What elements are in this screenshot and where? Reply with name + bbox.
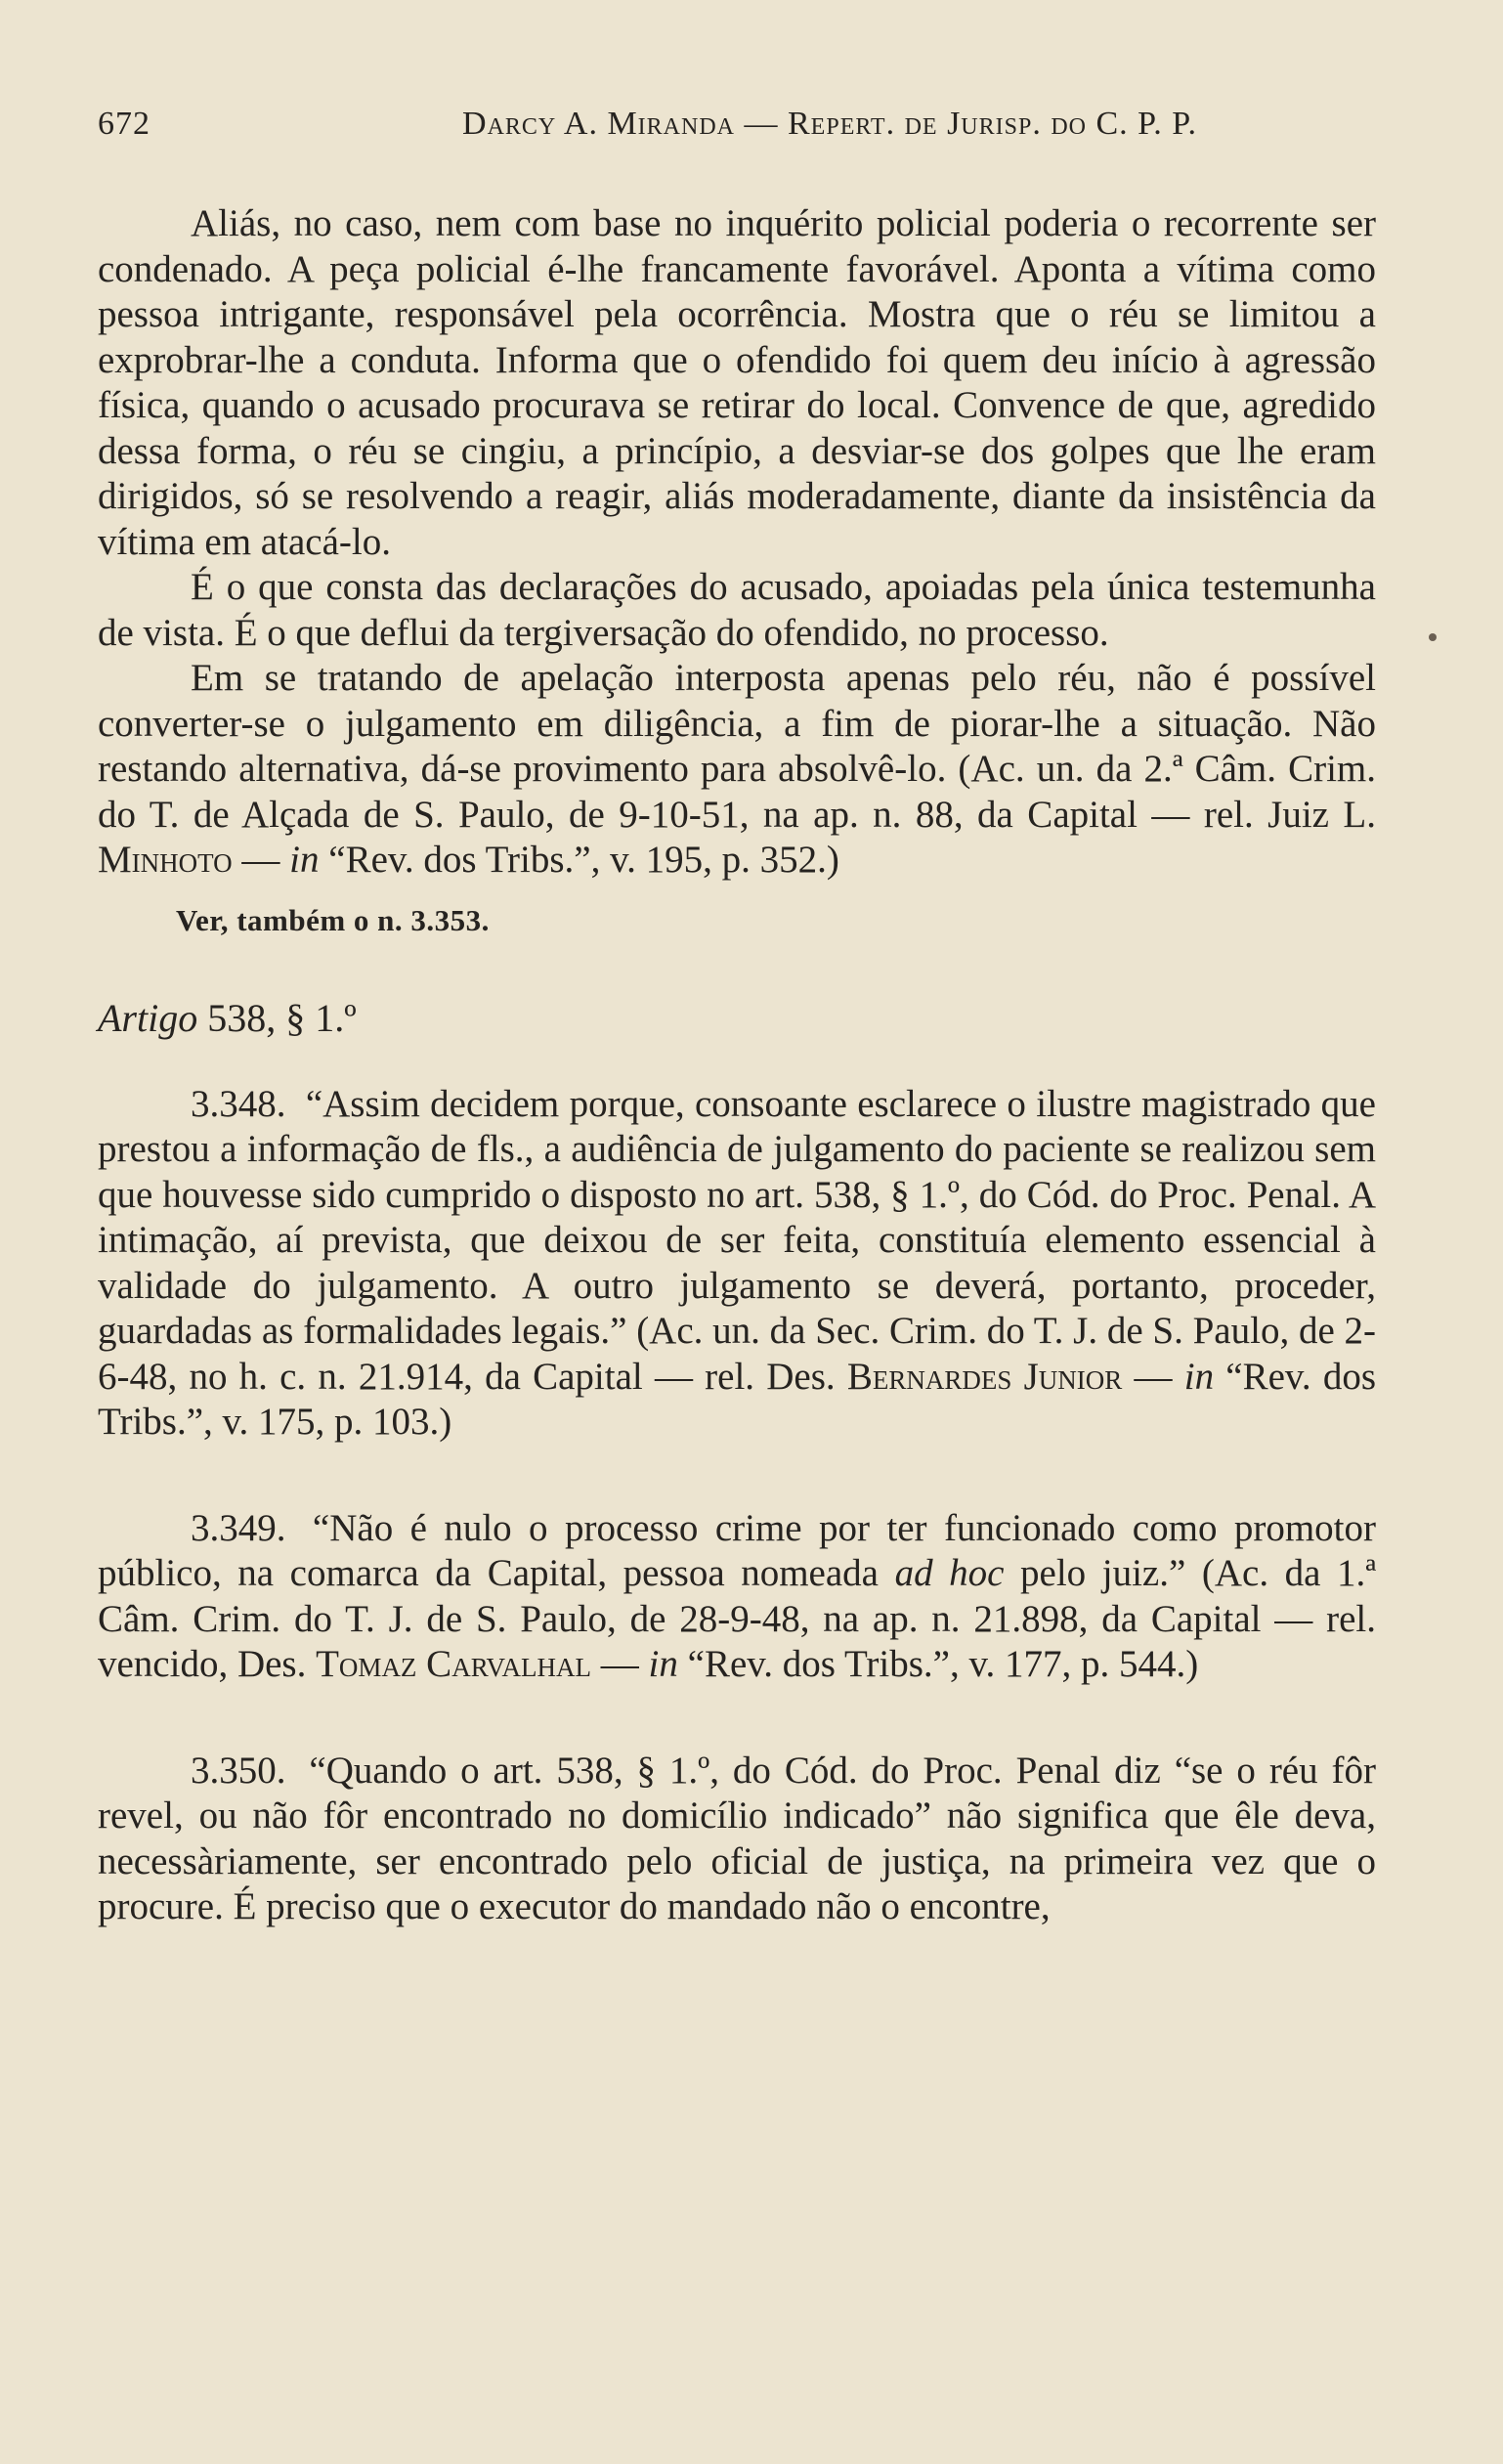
entry-number: 3.350.: [191, 1749, 286, 1792]
entry-text-a: “Não é nulo o processo crime por ter funcionado como promotor público, na comarca da Capital, pessoa nomeada: [98, 1506, 1376, 1594]
dash: —: [1122, 1355, 1184, 1398]
paragraph-3-text: Em se tratando de apelação interposta apenas pelo réu, não é possível converter-se o julgamento em diligência, a fim de piorar-lhe a situação. Não restando alternativa, dá-se provimento para absolvê-lo. (Ac. un. da 2.ª Câm. Crim. do T. de Alçada de S. Paulo, de 9-10-51, na ap. n. 88, da Capital — rel. Juiz L.: [98, 657, 1376, 836]
margin-mark: [1429, 633, 1437, 641]
see-also-note: Ver, também o n. 3.353.: [176, 902, 490, 937]
citation: “Rev. dos Tribs.”, v. 177, p. 544.): [677, 1643, 1199, 1685]
entry-number: 3.348.: [191, 1082, 286, 1125]
dash: —: [232, 839, 290, 881]
entry-text: “Assim decidem porque, consoante esclarece o ilustre magistrado que prestou a informação de fls., a audiência de julgamento do paciente se realizou sem que houvesse sido cumprido o disposto no art. 538, § 1.º, do Cód. do Proc. Penal. A intimação, aí prevista, que deixou de ser feita, constituía elemento essencial à validade do julgamento. A outro julgamento se deverá, portanto, proceder, guardadas as formalidades legais.” (Ac. un. da Sec. Crim. do T. J. de S. Paulo, de 2-6-48, no h. c. n. 21.914, da Capital — rel. Des.: [98, 1082, 1376, 1398]
judge-name: Minhoto: [98, 839, 233, 881]
entry-3349: [98, 1506, 1376, 1688]
section-heading: [98, 995, 1376, 1041]
section-heading-ref: 538, § 1.º: [207, 995, 357, 1040]
entry-text-b: pelo juiz.” (Ac. da 1.ª Câm. Crim. do T. J. de S. Paulo, de 28-9-48, na ap. n. 21.898, da Capital — rel. vencido, Des.: [98, 1552, 1377, 1685]
page-header: [98, 106, 1376, 143]
page-number: 672: [98, 106, 150, 142]
citation: “Rev. dos Tribs.”, v. 195, p. 352.): [319, 839, 839, 881]
section-heading-word: Artigo: [98, 995, 198, 1040]
judge-name: Tomaz Carvalhal: [316, 1643, 592, 1685]
entry-text: “Quando o art. 538, § 1.º, do Cód. do Proc. Penal diz “se o réu fôr revel, ou não fôr encontrado no domicílio indicado” não significa que êle deva, necessàriamente, ser encontrado pelo oficial de justiça, na primeira vez que o procure. É preciso que o executor do mandado não o encontre,: [98, 1749, 1377, 1927]
judge-name: Bernardes Junior: [846, 1355, 1123, 1398]
dash: —: [591, 1643, 649, 1685]
paragraph-3: [98, 656, 1376, 884]
paragraph-2: É o que consta das declarações do acusado, apoiadas pela única testemunha de vista. É o que deflui da tergiversação do ofendido, no processo.: [98, 566, 1376, 654]
entry-3350: [98, 1749, 1376, 1930]
entry-3348: [98, 1082, 1376, 1446]
in-word: in: [1183, 1355, 1215, 1398]
in-word: in: [648, 1643, 678, 1685]
entry-number: 3.349.: [191, 1506, 286, 1549]
running-head: Darcy A. Miranda — Repert. de Jurisp. do C. P. P.: [462, 106, 1197, 142]
ad-hoc-phrase: ad hoc: [894, 1552, 1005, 1594]
in-word: in: [289, 839, 320, 881]
citation: “Rev. dos Tribs.”, v. 175, p. 103.): [98, 1355, 1377, 1443]
paragraph-1: Aliás, no caso, nem com base no inquérito policial poderia o recorrente ser condenado. A peça policial é-lhe francamente favorável. Aponta a vítima como pessoa intrigante, responsável pela ocorrência. Mostra que o réu se limitou a exprobrar-lhe a conduta. Informa que o ofendido foi quem deu início à agressão física, quando o acusado procurava se retirar do local. Convence de que, agredido dessa forma, o réu se cingiu, a princípio, a desviar-se dos golpes que lhe eram dirigidos, só se resolvendo a reagir, aliás moderadamente, diante da insistência da vítima em atacá-lo.: [98, 202, 1376, 563]
